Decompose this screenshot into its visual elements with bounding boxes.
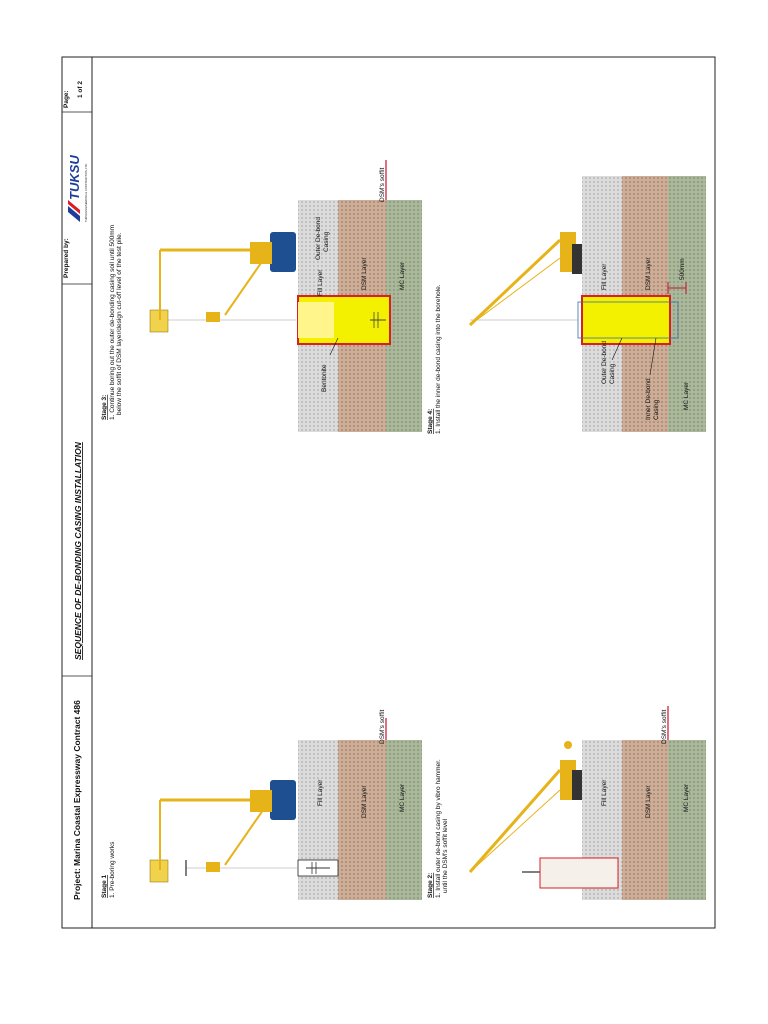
stage-3-outer-casing-label-1: Outer De-bond — [315, 217, 322, 260]
tuksu-logo — [67, 155, 88, 222]
stage-2-soffit-label: DSM's soffit — [661, 709, 668, 744]
stage-1-mc-layer — [386, 740, 422, 900]
stage-2-mc-layer — [668, 740, 706, 900]
stage-3-mc-layer — [386, 200, 422, 432]
stage-4-inner-casing-label-2: Casing — [653, 399, 660, 420]
stage-2-title: Stage 2: — [427, 872, 434, 898]
page-label: Page: — [63, 90, 70, 108]
stage-4-fill-label: Fill Layer — [601, 263, 608, 290]
logo-subtitle: TUKSU ENGINEERING & CONSTRUCTION, LTD. — [85, 163, 88, 222]
stage-4-title: Stage 4: — [427, 408, 434, 434]
stage-4-step: 1. Install the inner de-bond casing into the borehole. — [435, 284, 442, 434]
stage-4-outer-casing — [582, 296, 670, 344]
project-title: Project: Marina Coastal Expressway Contract 486 — [72, 700, 82, 900]
stage-4-mc-label: MC Layer — [683, 381, 690, 410]
stage-3-mc-label: MC Layer — [399, 261, 406, 290]
stage-4-inner-casing-label-1: Inner De-bond — [645, 378, 652, 420]
stage-3-soffit-label: DSM's soffit — [379, 167, 386, 202]
stage-3-outer-casing-label-2: Casing — [323, 231, 330, 252]
stage-1-step: 1. Pre-boring works — [109, 841, 116, 898]
stage-2-dsm-layer — [622, 740, 668, 900]
stage-3-dsm-label: DSM Layer — [361, 257, 368, 290]
logo-name: TUKSU — [67, 155, 82, 200]
stage-1-dsm-layer — [338, 740, 386, 900]
stage-2-step-line2: until the DSM's soffit level — [442, 818, 449, 893]
stage-1-mc-label: MC Layer — [399, 783, 406, 812]
page-number: 1 of 2 — [77, 81, 84, 98]
stage-2-dsm-label: DSM Layer — [645, 785, 652, 818]
stage-2-fill-label: Fill Layer — [601, 779, 608, 806]
stage-4-outer-casing-label-2: Casing — [609, 363, 616, 384]
stage-3-step-line1: 1. Continue boring out the outer de-bonding casing soil until 500mm — [109, 224, 116, 420]
sheet-title: SEQUENCE OF DE-BONDING CASING INSTALLATION — [73, 442, 83, 660]
stage-3-step-line2: below the soffit of DSM layer/design cut-off level of the test pile. — [116, 232, 123, 415]
stage-4-outer-casing-label-1: Outer De-bond — [601, 341, 608, 384]
stage-4-dsm-label: DSM Layer — [645, 257, 652, 290]
stage-3-fill-label: Fill Layer — [317, 269, 324, 296]
stage-4-dimension-label: 500mm — [679, 258, 686, 280]
stage-1-soffit-label: DSM's soffit — [379, 709, 386, 744]
prepared-by-label: Prepared by: — [63, 238, 70, 278]
stage-3-title: Stage 3: — [101, 394, 108, 420]
stage-1-fill-label: Fill Layer — [317, 779, 324, 806]
stage-2-step-line1: 1. Install outer de-bond casing by vibro hammer. — [435, 759, 442, 898]
stage-2-outer-casing — [540, 858, 618, 888]
stage-1-title: Stage 1 — [101, 874, 108, 898]
stage-1-dsm-label: DSM Layer — [361, 785, 368, 818]
stage-3-bentonite-label: Bentonite — [321, 364, 328, 392]
stage-2-mc-label: MC Layer — [683, 783, 690, 812]
